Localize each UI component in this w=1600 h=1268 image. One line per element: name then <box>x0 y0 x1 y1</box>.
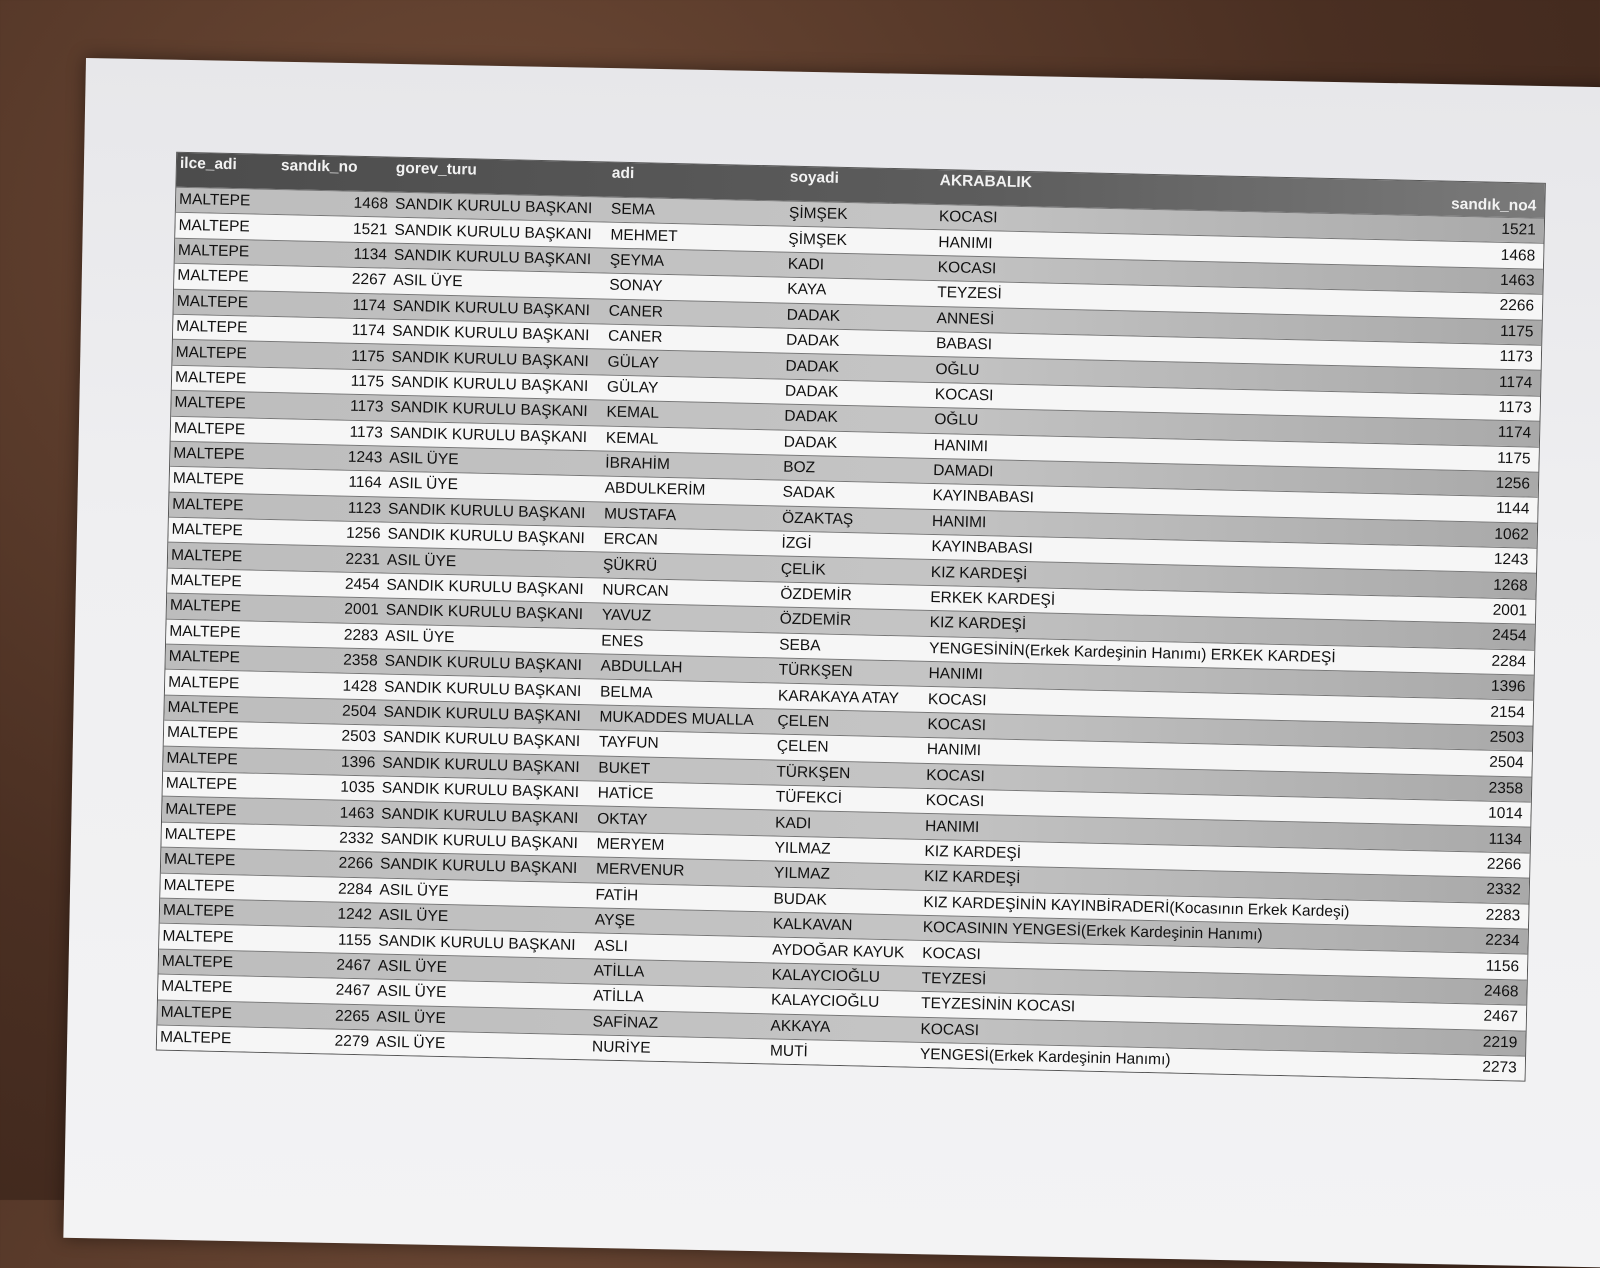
cell-adi: NURCAN <box>602 581 669 601</box>
cell-soyadi: ÇELİK <box>780 560 826 579</box>
cell-soyadi: TÜRKŞEN <box>776 763 851 782</box>
cell-adi: ATİLLA <box>593 962 645 981</box>
cell-sandik-no4: 2154 <box>1490 703 1526 722</box>
cell-soyadi: KAYA <box>787 281 827 299</box>
cell-sandik-no: 1155 <box>337 931 372 949</box>
cell-sandik-no: 1175 <box>351 347 385 366</box>
cell-adi: FATİH <box>595 886 639 905</box>
cell-sandik-no: 2283 <box>343 626 379 645</box>
cell-ilce-adi: MALTEPE <box>160 1003 233 1022</box>
cell-adi: KEMAL <box>606 403 660 423</box>
cell-sandik-no4: 2468 <box>1483 982 1519 1001</box>
cell-adi: ATİLLA <box>592 987 644 1006</box>
cell-gorev-turu: ASIL ÜYE <box>386 551 457 570</box>
cell-adi: ASLI <box>594 936 629 955</box>
cell-sandik-no: 1463 <box>339 804 375 822</box>
cell-gorev-turu: ASIL ÜYE <box>375 1033 446 1053</box>
cell-sandik-no: 1242 <box>337 905 373 924</box>
cell-ilce-adi: MALTEPE <box>167 673 240 692</box>
cell-soyadi: DADAK <box>784 382 839 401</box>
cell-soyadi: DADAK <box>785 331 840 350</box>
cell-gorev-turu: SANDIK KURULU BAŞKANI <box>392 297 591 319</box>
cell-gorev-turu: SANDIK KURULU BAŞKANI <box>392 322 590 345</box>
cell-soyadi: ÇELEN <box>777 712 830 731</box>
cell-gorev-turu: SANDIK KURULU BAŞKANI <box>391 348 590 370</box>
cell-sandik-no4: 2001 <box>1492 601 1528 620</box>
cell-sandik-no4: 2273 <box>1482 1058 1517 1077</box>
cell-soyadi: ÖZDEMİR <box>779 611 852 630</box>
cell-adi: BUKET <box>598 759 651 778</box>
cell-akrabalik: KOCASI <box>926 766 986 786</box>
cell-sandik-no: 1164 <box>348 474 382 492</box>
cell-gorev-turu: SANDIK KURULU BAŞKANI <box>387 525 585 548</box>
header-ilce-adi: ilce_adi <box>179 154 238 174</box>
cell-sandik-no4: 1256 <box>1495 474 1531 493</box>
cell-gorev-turu: SANDIK KURULU BAŞKANI <box>380 830 579 852</box>
cell-sandik-no: 1173 <box>349 423 384 442</box>
cell-soyadi: YILMAZ <box>774 839 831 858</box>
cell-adi: MERVENUR <box>595 860 685 880</box>
cell-akrabalik: OĞLU <box>934 411 979 430</box>
cell-ilce-adi: MALTEPE <box>163 851 236 870</box>
cell-akrabalik: KOCASI <box>927 690 987 709</box>
cell-adi: NURİYE <box>591 1038 651 1057</box>
cell-adi: SONAY <box>609 276 663 296</box>
cell-ilce-adi: MALTEPE <box>178 191 251 210</box>
cell-soyadi: TÜRKŞEN <box>778 661 853 681</box>
cell-akrabalik: KIZ KARDEŞİNİN KAYINBİRADERİ(Kocasının Erkek Kardeşi) <box>923 893 1350 921</box>
cell-sandik-no4: 1521 <box>1501 221 1536 239</box>
cell-ilce-adi: MALTEPE <box>159 1028 232 1048</box>
cell-akrabalik: KOCASININ YENGESİ(Erkek Kardeşinin Hanımı) <box>922 919 1263 944</box>
cell-akrabalik: YENGESİ(Erkek Kardeşinin Hanımı) <box>919 1045 1171 1069</box>
cell-gorev-turu: SANDIK KURULU BAŞKANI <box>385 602 584 624</box>
cell-gorev-turu: SANDIK KURULU BAŞKANI <box>387 500 586 522</box>
cell-akrabalik: HANIMI <box>928 665 983 684</box>
cell-ilce-adi: MALTEPE <box>164 825 237 845</box>
cell-adi: OKTAY <box>597 810 648 829</box>
cell-adi: BELMA <box>599 683 653 702</box>
cell-sandik-no4: 1156 <box>1485 957 1520 975</box>
cell-adi: YAVUZ <box>601 606 652 626</box>
cell-ilce-adi: MALTEPE <box>161 952 234 972</box>
cell-gorev-turu: ASIL ÜYE <box>388 475 459 494</box>
cell-soyadi: DADAK <box>786 306 841 325</box>
cell-ilce-adi: MALTEPE <box>169 597 242 616</box>
cell-adi: ABDULLAH <box>600 657 683 677</box>
cell-sandik-no4: 2504 <box>1489 754 1524 772</box>
cell-akrabalik: DAMADI <box>932 462 994 481</box>
cell-gorev-turu: SANDIK KURULU BAŞKANI <box>390 373 589 396</box>
cell-sandik-no4: 1144 <box>1495 500 1530 519</box>
cell-sandik-no4: 1014 <box>1487 804 1523 823</box>
cell-ilce-adi: MALTEPE <box>169 622 241 642</box>
cell-gorev-turu: SANDIK KURULU BAŞKANI <box>382 754 580 776</box>
cell-adi: GÜLAY <box>607 353 660 372</box>
cell-sandik-no4: 2503 <box>1489 728 1525 747</box>
cell-gorev-turu: SANDIK KURULU BAŞKANI <box>379 855 578 878</box>
cell-akrabalik: ANNESİ <box>936 309 995 329</box>
cell-gorev-turu: SANDIK KURULU BAŞKANI <box>384 652 583 675</box>
cell-sandik-no: 2358 <box>343 651 378 670</box>
cell-soyadi: SADAK <box>782 484 836 503</box>
cell-sandik-no4: 2266 <box>1486 855 1522 874</box>
cell-ilce-adi: MALTEPE <box>173 444 245 464</box>
cell-sandik-no: 1428 <box>342 677 378 696</box>
cell-akrabalik: TEYZESİ <box>937 284 1002 303</box>
cell-akrabalik: BABASI <box>935 335 993 354</box>
cell-ilce-adi: MALTEPE <box>165 774 238 794</box>
cell-soyadi: KALAYCIOĞLU <box>771 966 881 986</box>
cell-sandik-no4: 2454 <box>1491 627 1527 645</box>
cell-ilce-adi: MALTEPE <box>163 876 235 895</box>
cell-akrabalik: HANIMI <box>933 436 989 455</box>
cell-soyadi: ÇELEN <box>776 737 829 757</box>
cell-sandik-no4: 1173 <box>1498 398 1532 417</box>
cell-ilce-adi: MALTEPE <box>173 419 246 439</box>
cell-sandik-no: 2454 <box>344 575 380 594</box>
cell-sandik-no: 1256 <box>345 524 381 543</box>
cell-ilce-adi: MALTEPE <box>175 343 248 362</box>
cell-sandik-no4: 1468 <box>1500 246 1536 265</box>
cell-akrabalik: KOCASI <box>937 259 997 278</box>
cell-soyadi: KADI <box>774 814 812 832</box>
cell-akrabalik: TEYZESİNİN KOCASI <box>920 995 1076 1016</box>
cell-akrabalik: KAYINBABASI <box>931 538 1033 558</box>
header-akrabalik: AKRABALIK <box>939 172 1033 192</box>
cell-gorev-turu: ASIL ÜYE <box>376 1008 447 1027</box>
cell-sandik-no: 2284 <box>337 880 373 899</box>
cell-gorev-turu: SANDIK KURULU BAŞKANI <box>389 424 588 446</box>
cell-soyadi: KADI <box>787 255 825 274</box>
cell-sandik-no: 2231 <box>345 550 381 569</box>
cell-adi: MUKADDES MUALLA <box>599 708 754 729</box>
cell-adi: SEMA <box>610 200 656 219</box>
cell-sandik-no: 1396 <box>340 753 376 772</box>
cell-sandik-no: 1174 <box>352 296 386 315</box>
cell-sandik-no: 2265 <box>334 1007 370 1026</box>
cell-sandik-no4: 2283 <box>1485 906 1521 925</box>
cell-gorev-turu: ASIL ÜYE <box>377 982 447 1002</box>
cell-gorev-turu: ASIL ÜYE <box>389 449 459 469</box>
cell-sandik-no: 1468 <box>353 194 389 213</box>
cell-gorev-turu: SANDIK KURULU BAŞKANI <box>394 221 592 243</box>
cell-adi: SAFİNAZ <box>592 1013 659 1032</box>
cell-soyadi: İZGİ <box>781 534 812 553</box>
cell-ilce-adi: MALTEPE <box>171 521 244 540</box>
cell-sandik-no: 1134 <box>353 245 388 264</box>
cell-soyadi: TÜFEKCİ <box>775 788 843 808</box>
cell-sandik-no4: 1174 <box>1497 424 1532 442</box>
cell-gorev-turu: SANDIK KURULU BAŞKANI <box>381 779 580 802</box>
cell-akrabalik: KIZ KARDEŞİ <box>924 842 1022 863</box>
cell-adi: KEMAL <box>605 429 659 448</box>
relatives-table <box>156 152 1546 1082</box>
cell-ilce-adi: MALTEPE <box>176 292 249 312</box>
cell-sandik-no4: 1174 <box>1498 373 1533 392</box>
cell-gorev-turu: SANDIK KURULU BAŞKANI <box>393 246 592 269</box>
cell-ilce-adi: MALTEPE <box>166 749 238 769</box>
cell-akrabalik: TEYZESİ <box>921 969 987 989</box>
cell-gorev-turu: SANDIK KURULU BAŞKANI <box>386 576 584 599</box>
header-sandik-no: sandık_no <box>280 157 358 176</box>
cell-soyadi: ŞİMŞEK <box>788 230 848 249</box>
cell-sandik-no: 2266 <box>338 854 374 873</box>
header-sandik-no4: sandık_no4 <box>1450 195 1537 215</box>
cell-ilce-adi: MALTEPE <box>162 927 234 946</box>
cell-soyadi: DADAK <box>783 433 838 452</box>
cell-soyadi: DADAK <box>785 357 840 376</box>
cell-gorev-turu: ASIL ÜYE <box>385 627 455 647</box>
cell-adi: AYŞE <box>594 911 636 930</box>
cell-akrabalik: YENGESİNİN(Erkek Kardeşinin Hanımı) ERKEK KARDEŞİ <box>928 639 1336 667</box>
header-gorev-turu: gorev_turu <box>395 159 478 179</box>
table-body <box>157 187 1544 1081</box>
paper-sheet <box>63 58 1600 1268</box>
cell-adi: HATİCE <box>597 784 654 803</box>
cell-ilce-adi: MALTEPE <box>170 546 243 566</box>
cell-adi: MUSTAFA <box>603 505 677 525</box>
cell-akrabalik: KIZ KARDEŞİ <box>929 614 1027 634</box>
cell-adi: ŞÜKRÜ <box>602 556 658 575</box>
cell-soyadi: ÖZAKTAŞ <box>781 509 854 529</box>
cell-soyadi: AYDOĞAR KAYUK <box>772 940 905 961</box>
cell-sandik-no4: 1173 <box>1499 347 1534 366</box>
cell-sandik-no: 2001 <box>344 601 380 619</box>
cell-sandik-no: 2332 <box>339 829 374 848</box>
cell-ilce-adi: MALTEPE <box>166 724 239 743</box>
cell-soyadi: KALAYCIOĞLU <box>770 991 880 1012</box>
cell-sandik-no4: 2358 <box>1488 779 1524 798</box>
header-adi: adi <box>611 164 635 183</box>
cell-akrabalik: HANIMI <box>938 233 993 252</box>
cell-gorev-turu: SANDIK KURULU BAŞKANI <box>381 805 579 827</box>
cell-sandik-no: 1521 <box>352 220 388 239</box>
cell-soyadi: ŞİMŞEK <box>788 204 848 224</box>
cell-soyadi: KALKAVAN <box>772 915 853 935</box>
cell-gorev-turu: SANDIK KURULU BAŞKANI <box>383 678 582 700</box>
cell-soyadi: BUDAK <box>773 890 828 909</box>
cell-adi: TAYFUN <box>598 733 659 753</box>
cell-akrabalik: KIZ KARDEŞİ <box>923 868 1021 888</box>
cell-gorev-turu: SANDIK KURULU BAŞKANI <box>382 728 581 751</box>
cell-adi: CANER <box>607 327 663 346</box>
cell-gorev-turu: ASIL ÜYE <box>379 881 449 900</box>
cell-adi: ABDULKERİM <box>604 480 706 500</box>
cell-sandik-no4: 1243 <box>1493 551 1529 569</box>
cell-adi: MERYEM <box>596 835 665 854</box>
cell-soyadi: SEBA <box>778 636 821 655</box>
cell-akrabalik: KOCASI <box>925 792 985 811</box>
cell-sandik-no4: 2284 <box>1491 652 1527 671</box>
cell-gorev-turu: SANDIK KURULU BAŞKANI <box>378 932 576 954</box>
cell-sandik-no: 2503 <box>341 728 377 746</box>
cell-ilce-adi: MALTEPE <box>172 495 244 515</box>
cell-sandik-no: 2279 <box>334 1032 370 1051</box>
cell-akrabalik: KOCASI <box>920 1020 980 1039</box>
cell-akrabalik: KOCASI <box>927 715 987 735</box>
cell-adi: MEHMET <box>610 226 678 245</box>
cell-akrabalik: KOCASI <box>938 208 998 227</box>
cell-adi: ŞEYMA <box>609 251 665 270</box>
cell-sandik-no: 1035 <box>340 778 376 797</box>
cell-sandik-no4: 1175 <box>1497 449 1531 468</box>
cell-sandik-no4: 1268 <box>1493 576 1528 595</box>
cell-ilce-adi: MALTEPE <box>165 800 237 819</box>
cell-adi: ENES <box>601 632 644 651</box>
cell-gorev-turu: ASIL ÜYE <box>393 272 463 291</box>
cell-ilce-adi: MALTEPE <box>176 317 248 337</box>
cell-soyadi: KARAKAYA ATAY <box>777 687 900 707</box>
cell-sandik-no: 1173 <box>349 398 384 416</box>
cell-ilce-adi: MALTEPE <box>177 267 249 286</box>
cell-sandik-no4: 2219 <box>1482 1033 1518 1052</box>
cell-sandik-no4: 2332 <box>1486 881 1522 899</box>
cell-adi: CANER <box>608 302 664 321</box>
cell-ilce-adi: MALTEPE <box>174 394 246 413</box>
cell-gorev-turu: ASIL ÜYE <box>377 957 448 977</box>
cell-sandik-no4: 1396 <box>1490 677 1526 696</box>
cell-ilce-adi: MALTEPE <box>167 698 239 718</box>
cell-akrabalik: ERKEK KARDEŞİ <box>930 589 1056 609</box>
cell-sandik-no4: 1134 <box>1488 830 1523 849</box>
cell-sandik-no: 2504 <box>341 702 377 721</box>
cell-ilce-adi: MALTEPE <box>177 241 250 261</box>
cell-ilce-adi: MALTEPE <box>168 647 241 667</box>
cell-sandik-no4: 2467 <box>1483 1007 1519 1026</box>
cell-ilce-adi: MALTEPE <box>161 977 233 997</box>
cell-sandik-no: 1243 <box>347 448 383 467</box>
cell-ilce-adi: MALTEPE <box>162 901 235 921</box>
cell-soyadi: DADAK <box>784 407 838 427</box>
cell-akrabalik: HANIMI <box>926 741 982 760</box>
cell-sandik-no4: 2266 <box>1499 297 1535 315</box>
cell-sandik-no4: 1463 <box>1499 271 1535 290</box>
cell-sandik-no: 2467 <box>336 956 371 975</box>
cell-ilce-adi: MALTEPE <box>178 216 250 236</box>
cell-ilce-adi: MALTEPE <box>172 470 245 489</box>
cell-sandik-no: 1174 <box>351 321 386 340</box>
cell-gorev-turu: ASIL ÜYE <box>378 906 449 926</box>
header-soyadi: soyadi <box>789 168 840 187</box>
cell-adi: GÜLAY <box>606 378 659 397</box>
cell-akrabalik: KAYINBABASI <box>932 487 1035 507</box>
cell-gorev-turu: SANDIK KURULU BAŞKANI <box>383 703 581 726</box>
cell-gorev-turu: SANDIK KURULU BAŞKANI <box>390 398 588 421</box>
cell-sandik-no: 1175 <box>350 372 385 391</box>
cell-akrabalik: HANIMI <box>931 512 987 532</box>
cell-akrabalik: KOCASI <box>922 944 981 963</box>
cell-sandik-no4: 2234 <box>1484 931 1520 950</box>
cell-sandik-no4: 1062 <box>1494 525 1530 544</box>
cell-soyadi: MUTİ <box>769 1042 809 1061</box>
cell-adi: ERCAN <box>603 530 658 550</box>
cell-ilce-adi: MALTEPE <box>174 368 247 388</box>
cell-akrabalik: KOCASI <box>934 385 994 405</box>
cell-sandik-no: 2467 <box>335 981 371 1000</box>
cell-soyadi: YILMAZ <box>773 864 831 884</box>
cell-ilce-adi: MALTEPE <box>170 571 242 591</box>
cell-soyadi: BOZ <box>783 458 816 477</box>
cell-sandik-no: 2267 <box>351 271 387 289</box>
cell-akrabalik: KIZ KARDEŞİ <box>930 563 1028 583</box>
cell-sandik-no4: 1175 <box>1499 322 1534 341</box>
cell-akrabalik: HANIMI <box>924 817 980 836</box>
cell-soyadi: ÖZDEMİR <box>780 585 852 605</box>
cell-gorev-turu: SANDIK KURULU BAŞKANI <box>394 195 593 218</box>
cell-sandik-no: 1123 <box>347 499 382 518</box>
cell-akrabalik: OĞLU <box>935 360 980 379</box>
cell-adi: İBRAHİM <box>605 454 671 474</box>
cell-soyadi: AKKAYA <box>770 1017 831 1036</box>
